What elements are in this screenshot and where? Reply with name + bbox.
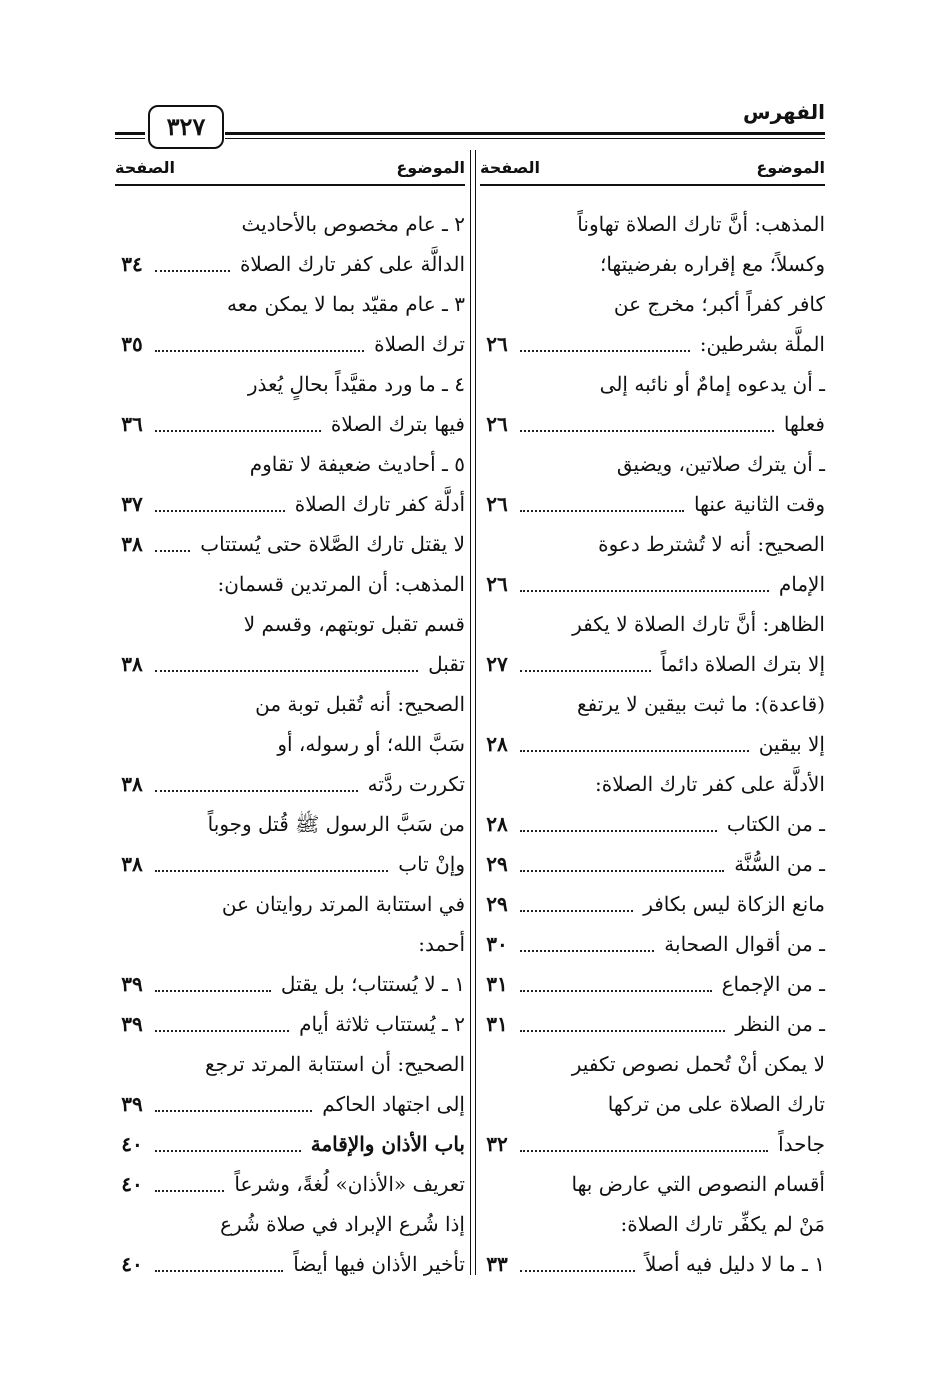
index-entry bbox=[115, 684, 465, 724]
index-entry bbox=[115, 204, 465, 244]
index-entry bbox=[480, 804, 825, 844]
entry-page-number: ٣٨ bbox=[121, 852, 143, 876]
index-entry bbox=[480, 844, 825, 884]
entry-text: قسم تقبل توبتهم، وقسم لا bbox=[243, 612, 465, 636]
index-entry bbox=[480, 1244, 825, 1284]
page-header-label: الصفحة bbox=[115, 158, 176, 177]
dot-leader bbox=[155, 1190, 224, 1192]
index-entry bbox=[115, 604, 465, 644]
index-entry bbox=[115, 1164, 465, 1204]
entry-page-number: ٢٩ bbox=[486, 852, 508, 876]
index-entry bbox=[480, 204, 825, 244]
entry-page-number: ٤٠ bbox=[121, 1132, 143, 1156]
entry-text: الملَّة بشرطين: bbox=[699, 332, 825, 356]
entry-text: ٢ ـ عام مخصوص بالأحاديث bbox=[241, 212, 465, 236]
entry-text: الصحيح: أنه تُقبل توبة من bbox=[255, 692, 465, 716]
index-entry bbox=[115, 524, 465, 564]
entry-text: ترك الصلاة bbox=[374, 332, 465, 356]
index-entry bbox=[115, 364, 465, 404]
index-entries-right bbox=[480, 204, 825, 1284]
topic-header: الموضوع bbox=[756, 158, 825, 177]
page-number-badge: ٣٢٧ bbox=[148, 105, 224, 149]
index-entry bbox=[115, 404, 465, 444]
dot-leader bbox=[155, 1150, 301, 1152]
entry-page-number: ٣٣ bbox=[486, 1252, 508, 1276]
index-entry bbox=[480, 404, 825, 444]
dot-leader bbox=[155, 270, 230, 272]
entry-page-number: ٣٧ bbox=[121, 492, 143, 516]
entry-text: ٤ ـ ما ورد مقيَّداً بحالٍ يُعذر bbox=[247, 372, 465, 396]
entry-text: إلا بترك الصلاة دائماً bbox=[660, 652, 825, 676]
entry-text: ٢ ـ يُستتاب ثلاثة أيام bbox=[299, 1012, 465, 1036]
dot-leader bbox=[520, 1150, 768, 1152]
dot-leader bbox=[520, 1030, 725, 1032]
entry-text: أحمد: bbox=[418, 932, 465, 956]
index-entry bbox=[480, 884, 825, 924]
index-entry bbox=[115, 764, 465, 804]
index-entry bbox=[480, 364, 825, 404]
entry-page-number: ٣١ bbox=[486, 1012, 508, 1036]
index-entry bbox=[115, 1044, 465, 1084]
index-entry bbox=[115, 284, 465, 324]
entry-text: لا يقتل تارك الصَّلاة حتى يُستتاب bbox=[200, 532, 465, 556]
entry-text: المذهب: أن المرتدين قسمان: bbox=[217, 572, 465, 596]
index-entry bbox=[480, 444, 825, 484]
index-column-right bbox=[480, 150, 825, 1280]
dot-leader bbox=[155, 1110, 312, 1112]
entry-text: ـ من الكتاب bbox=[726, 812, 825, 836]
index-entry bbox=[480, 564, 825, 604]
entry-text: الإمام bbox=[778, 572, 825, 596]
index-entry bbox=[480, 1124, 825, 1164]
entry-page-number: ٣٠ bbox=[486, 932, 508, 956]
index-entry bbox=[115, 884, 465, 924]
dot-leader bbox=[520, 870, 724, 872]
entry-text: تعريف «الأذان» لُغةً، وشرعاً bbox=[234, 1172, 465, 1196]
entry-text: الصحيح: أن استتابة المرتد ترجع bbox=[205, 1052, 465, 1076]
entry-page-number: ٤٠ bbox=[121, 1172, 143, 1196]
dot-leader bbox=[155, 430, 321, 432]
entry-page-number: ٢٦ bbox=[486, 412, 508, 436]
entry-text: فعلها bbox=[783, 412, 825, 436]
entry-text: وكسلاً؛ مع إقراره بفرضيتها؛ bbox=[599, 252, 825, 276]
entry-text: تكررت ردَّته bbox=[367, 772, 465, 796]
entry-text: الدالَّة على كفر تارك الصلاة bbox=[239, 252, 465, 276]
entry-page-number: ٢٦ bbox=[486, 572, 508, 596]
column-divider bbox=[470, 150, 476, 1275]
index-entry bbox=[115, 1084, 465, 1124]
index-entry bbox=[480, 684, 825, 724]
entry-text: أقسام النصوص التي عارض بها bbox=[571, 1172, 825, 1196]
index-entry bbox=[115, 484, 465, 524]
entry-text: الأدلَّة على كفر تارك الصلاة: bbox=[595, 772, 825, 796]
dot-leader bbox=[155, 990, 271, 992]
entry-text: ١ ـ لا يُستتاب؛ بل يقتل bbox=[280, 972, 465, 996]
index-entry bbox=[480, 1004, 825, 1044]
index-entry bbox=[115, 644, 465, 684]
entry-text: الصحيح: أنه لا تُشترط دعوة bbox=[598, 532, 825, 556]
index-entry bbox=[115, 1124, 465, 1164]
entry-page-number: ٣٩ bbox=[121, 1012, 143, 1036]
entry-page-number: ٣٢ bbox=[486, 1132, 508, 1156]
entry-page-number: ٢٩ bbox=[486, 892, 508, 916]
entry-text: لا يمكن أنْ تُحمل نصوص تكفير bbox=[571, 1052, 825, 1076]
header-rule bbox=[225, 132, 825, 139]
index-entry bbox=[480, 484, 825, 524]
entry-text: ـ من السُّنَّة bbox=[734, 852, 825, 876]
index-entry bbox=[480, 284, 825, 324]
entry-text: إلا بيقين bbox=[758, 732, 825, 756]
dot-leader bbox=[520, 510, 684, 512]
entry-page-number: ٢٦ bbox=[486, 492, 508, 516]
index-entry bbox=[480, 1164, 825, 1204]
index-entry bbox=[480, 924, 825, 964]
entry-page-number: ٢٧ bbox=[486, 652, 508, 676]
index-entry bbox=[480, 764, 825, 804]
entry-page-number: ٣٨ bbox=[121, 652, 143, 676]
dot-leader bbox=[155, 790, 358, 792]
entry-text: ـ أن يترك صلاتين، ويضيق bbox=[616, 452, 825, 476]
index-entry bbox=[115, 964, 465, 1004]
dot-leader bbox=[520, 950, 654, 952]
index-entry bbox=[480, 1204, 825, 1244]
entry-text: ٣ ـ عام مقيّد بما لا يمكن معه bbox=[227, 292, 465, 316]
entry-text: تقبل bbox=[428, 652, 465, 676]
entry-page-number: ٣٦ bbox=[121, 412, 143, 436]
index-entry bbox=[115, 564, 465, 604]
entry-page-number: ٣٨ bbox=[121, 772, 143, 796]
dot-leader bbox=[520, 830, 717, 832]
entry-text: فيها بترك الصلاة bbox=[330, 412, 465, 436]
dot-leader bbox=[520, 750, 749, 752]
entry-page-number: ٢٨ bbox=[486, 732, 508, 756]
dot-leader bbox=[520, 990, 712, 992]
entry-text: سَبَّ الله؛ أو رسوله، أو bbox=[277, 732, 465, 756]
dot-leader bbox=[520, 910, 633, 912]
topic-header: الموضوع bbox=[396, 158, 465, 177]
dot-leader bbox=[155, 550, 190, 552]
entry-text: أدلَّة كفر تارك الصلاة bbox=[294, 492, 465, 516]
index-entry bbox=[480, 324, 825, 364]
entry-text: إلى اجتهاد الحاكم bbox=[322, 1092, 465, 1116]
entry-text: في استتابة المرتد روايتان عن bbox=[221, 892, 465, 916]
entry-text: الظاهر: أنَّ تارك الصلاة لا يكفر bbox=[572, 612, 825, 636]
entry-page-number: ٣١ bbox=[486, 972, 508, 996]
dot-leader bbox=[520, 670, 651, 672]
column-header bbox=[480, 150, 825, 192]
entry-text: ـ من الإجماع bbox=[721, 972, 825, 996]
entry-text: مَنْ لم يكفِّر تارك الصلاة: bbox=[620, 1212, 825, 1236]
dot-leader bbox=[155, 350, 364, 352]
entry-text: ـ أن يدعوه إمامٌ أو نائبه إلى bbox=[599, 372, 825, 396]
page-header bbox=[115, 100, 825, 150]
entry-text: وقت الثانية عنها bbox=[694, 492, 825, 516]
index-entry bbox=[115, 324, 465, 364]
index-column-left bbox=[115, 150, 465, 1280]
entry-text: مانع الزكاة ليس بكافر bbox=[643, 892, 825, 916]
index-entry bbox=[480, 604, 825, 644]
entry-text: كافر كفراً أكبر؛ مخرج عن bbox=[613, 292, 825, 316]
index-entry bbox=[480, 1044, 825, 1084]
entry-page-number: ٣٩ bbox=[121, 1092, 143, 1116]
dot-leader bbox=[155, 1030, 289, 1032]
index-entry bbox=[115, 1244, 465, 1284]
dot-leader bbox=[520, 590, 769, 592]
entry-page-number: ٢٦ bbox=[486, 332, 508, 356]
entry-text: ـ من أقوال الصحابة bbox=[664, 932, 825, 956]
index-entry bbox=[115, 804, 465, 844]
column-header bbox=[115, 150, 465, 192]
index-entry bbox=[480, 244, 825, 284]
index-entry bbox=[115, 924, 465, 964]
entry-page-number: ٢٨ bbox=[486, 812, 508, 836]
dot-leader bbox=[520, 350, 690, 352]
entry-text: من سَبَّ الرسول ﷺ قُتل وجوباً bbox=[207, 812, 465, 836]
index-entry bbox=[115, 844, 465, 884]
index-entry bbox=[115, 444, 465, 484]
entry-text: ـ من النظر bbox=[735, 1012, 825, 1036]
entry-page-number: ٤٠ bbox=[121, 1252, 143, 1276]
dot-leader bbox=[520, 430, 774, 432]
index-entry bbox=[115, 1004, 465, 1044]
entry-text: ٥ ـ أحاديث ضعيفة لا تقاوم bbox=[249, 452, 465, 476]
entry-page-number: ٣٨ bbox=[121, 532, 143, 556]
index-entry bbox=[480, 724, 825, 764]
entry-text: إذا شُرع الإبراد في صلاة شُرع bbox=[220, 1212, 465, 1236]
entry-page-number: ٣٥ bbox=[121, 332, 143, 356]
entry-text: (قاعدة): ما ثبت بيقين لا يرتفع bbox=[576, 692, 825, 716]
entry-text: جاحداً bbox=[778, 1132, 825, 1156]
index-entry bbox=[115, 1204, 465, 1244]
running-title: الفهرس bbox=[742, 100, 825, 124]
dot-leader bbox=[155, 670, 418, 672]
index-entry bbox=[480, 1084, 825, 1124]
entry-text: المذهب: أنَّ تارك الصلاة تهاوناً bbox=[577, 212, 825, 236]
header-rule-left bbox=[115, 132, 145, 139]
entry-text: وإنْ تاب bbox=[398, 852, 465, 876]
entry-text: تأخير الأذان فيها أيضاً bbox=[293, 1252, 465, 1276]
index-entry bbox=[115, 244, 465, 284]
dot-leader bbox=[520, 1270, 635, 1272]
entry-page-number: ٣٩ bbox=[121, 972, 143, 996]
entry-text: باب الأذان والإقامة bbox=[310, 1132, 465, 1156]
entry-page-number: ٣٤ bbox=[121, 252, 143, 276]
index-entries-left bbox=[115, 204, 465, 1284]
entry-text: ١ ـ ما لا دليل فيه أصلاً bbox=[645, 1252, 825, 1276]
page-header-label: الصفحة bbox=[480, 158, 541, 177]
dot-leader bbox=[155, 870, 388, 872]
index-entry bbox=[480, 524, 825, 564]
index-entry bbox=[115, 724, 465, 764]
entry-text: تارك الصلاة على من تركها bbox=[607, 1092, 825, 1116]
index-entry bbox=[480, 964, 825, 1004]
dot-leader bbox=[155, 510, 285, 512]
index-entry bbox=[480, 644, 825, 684]
dot-leader bbox=[155, 1270, 283, 1272]
